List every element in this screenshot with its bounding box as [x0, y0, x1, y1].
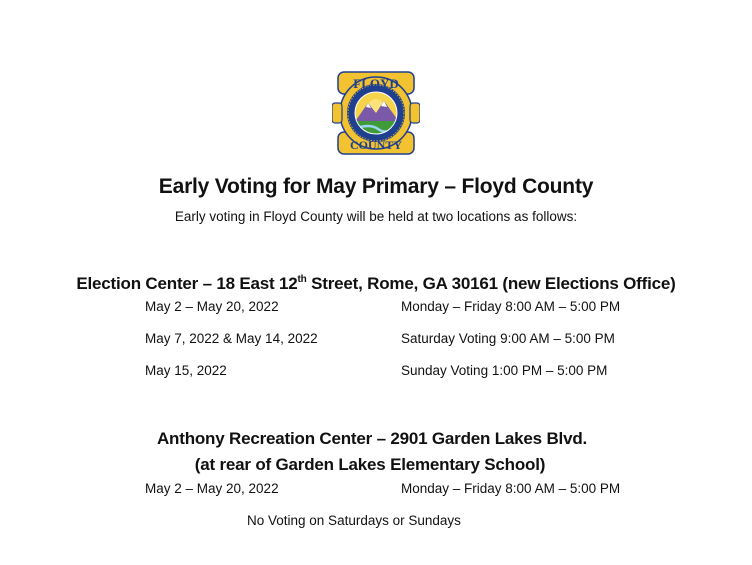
schedule-row [0, 299, 752, 317]
location-heading-anthony-rec-center: Anthony Recreation Center – 2901 Garden Lakes Blvd. [156, 429, 588, 448]
ordinal-suffix: th [297, 274, 307, 285]
schedule-hours: Monday – Friday 8:00 AM – 5:00 PM [401, 299, 621, 314]
seal-bottom-text: COUNTY [349, 138, 403, 152]
no-weekend-voting-note: No Voting on Saturdays or Sundays [247, 513, 461, 528]
schedule-dates: May 2 – May 20, 2022 [145, 481, 279, 496]
schedule-hours: Sunday Voting 1:00 PM – 5:00 PM [401, 363, 608, 378]
schedule-row [0, 331, 752, 349]
location-heading-election-center [0, 274, 752, 294]
schedule-dates: May 7, 2022 & May 14, 2022 [145, 331, 318, 346]
schedule-dates: May 15, 2022 [145, 363, 227, 378]
seal-top-text: FLOYD [353, 76, 399, 91]
schedule-row [0, 363, 752, 381]
floyd-county-seal-logo [332, 67, 420, 159]
heading-text: Street, Rome, GA 30161 (new Elections Office) [306, 274, 676, 293]
schedule-hours: Saturday Voting 9:00 AM – 5:00 PM [401, 331, 615, 346]
schedule-row [0, 481, 752, 499]
page-subtitle: Early voting in Floyd County will be held at two locations as follows: [174, 209, 578, 224]
page-title: Early Voting for May Primary – Floyd County [158, 175, 594, 198]
schedule-hours: Monday – Friday 8:00 AM – 5:00 PM [401, 481, 621, 496]
location-subheading: (at rear of Garden Lakes Elementary School) [194, 455, 546, 474]
schedule-dates: May 2 – May 20, 2022 [145, 299, 279, 314]
heading-text: Election Center – 18 East 12 [76, 274, 298, 293]
